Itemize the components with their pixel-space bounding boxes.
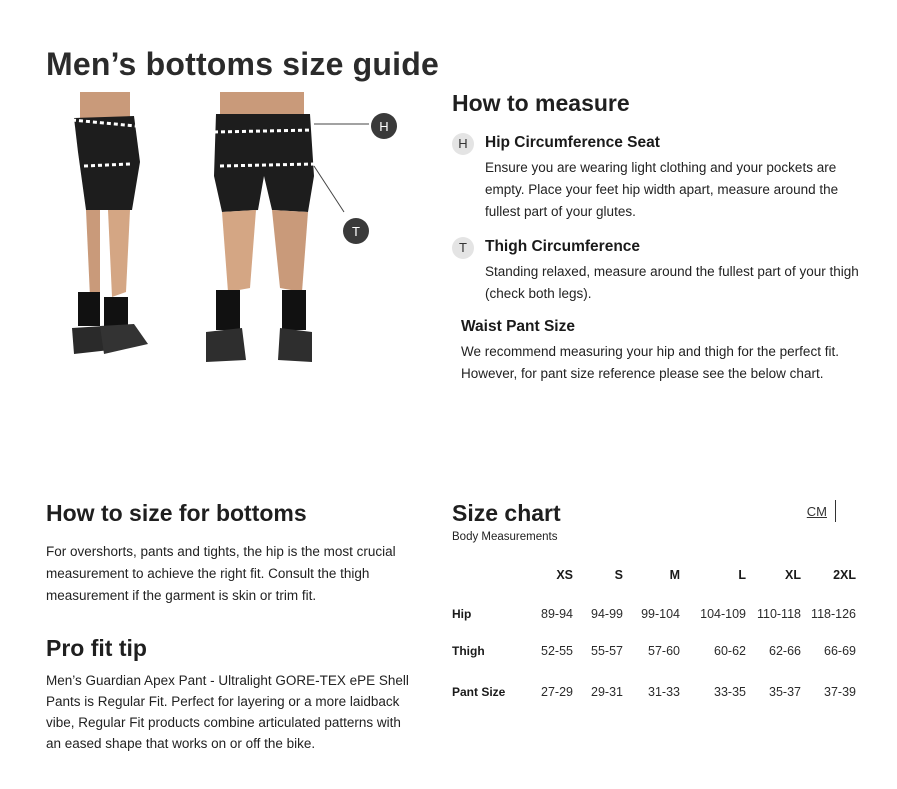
size-col-xl: XL <box>785 568 801 582</box>
row-label-hip: Hip <box>452 607 472 621</box>
side-view-model <box>72 92 148 354</box>
table-cell: 29-31 <box>591 685 623 699</box>
pro-fit-tip-text: Men’s Guardian Apex Pant - Ultralight GORE-TEX ePE Shell Pants is Regular Fit. Perfect for layering or a more laidback vibe, Regular Fit products combine articulated patterns with an eased shape that works on or off the bike. <box>46 673 409 751</box>
table-cell: 94-99 <box>591 607 623 621</box>
hip-marker-label: H <box>379 119 389 134</box>
size-col-xs: XS <box>556 568 573 582</box>
table-cell: 55-57 <box>591 644 623 658</box>
table-cell: 35-37 <box>769 685 801 699</box>
how-to-measure-heading: How to measure <box>452 90 630 116</box>
table-cell: 62-66 <box>769 644 801 658</box>
thigh-marker-label: T <box>352 224 360 239</box>
table-cell: 33-35 <box>714 685 746 699</box>
unit-toggle-cm[interactable]: CM <box>806 504 827 519</box>
size-chart-heading: Size chart <box>452 500 561 526</box>
waist-pant-size-text: We recommend measuring your hip and thigh for the perfect fit. However, for pant size reference please see the below chart. <box>461 344 839 381</box>
size-chart-subheading: Body Measurements <box>452 531 558 543</box>
thigh-badge: T <box>452 237 474 259</box>
waist-pant-size-title: Waist Pant Size <box>461 318 575 335</box>
how-to-measure-section <box>452 90 872 385</box>
sizing-advice-section <box>46 500 416 754</box>
table-cell: 27-29 <box>541 685 573 699</box>
table-row <box>452 658 856 699</box>
size-chart-section <box>452 500 872 699</box>
size-col-m: M <box>669 568 680 582</box>
page-title: Men’s bottoms size guide <box>46 46 439 82</box>
table-cell: 99-104 <box>641 607 680 621</box>
table-row <box>452 584 856 621</box>
row-label-pant-size: Pant Size <box>452 685 506 699</box>
table-row <box>452 621 856 658</box>
how-to-size-text: For overshorts, pants and tights, the hip is the most crucial measurement to achieve the right fit. Consult the thigh measurement if the garment is skin or trim fit. <box>46 544 396 603</box>
how-to-size-heading: How to size for bottoms <box>46 500 307 526</box>
hip-measure-item <box>452 133 872 223</box>
thigh-marker <box>343 218 369 244</box>
thigh-measure-title: Thigh Circumference <box>485 238 641 255</box>
table-cell: 57-60 <box>648 644 680 658</box>
size-table <box>452 566 856 699</box>
unit-toggle-divider <box>835 500 836 522</box>
table-cell: 66-69 <box>824 644 856 658</box>
hip-badge: H <box>452 133 474 155</box>
waist-pant-size-block <box>452 317 872 385</box>
table-cell: 37-39 <box>824 685 856 699</box>
table-cell: 60-62 <box>714 644 746 658</box>
thigh-measure-item <box>452 237 872 305</box>
hip-measure-title: Hip Circumference Seat <box>485 134 660 151</box>
table-cell: 118-126 <box>811 607 856 621</box>
size-col-s: S <box>614 568 623 582</box>
table-cell: 104-109 <box>700 607 746 621</box>
table-cell: 52-55 <box>541 644 573 658</box>
corner-cell <box>452 566 520 584</box>
table-cell: 89-94 <box>541 607 573 621</box>
size-guide-illustration <box>64 92 404 372</box>
hip-measure-text: Ensure you are wearing light clothing and your pockets are empty. Place your feet hip width apart, measure around the fullest part of your glutes. <box>485 160 839 219</box>
pro-fit-tip-heading: Pro fit tip <box>46 635 147 661</box>
hip-marker <box>371 113 397 139</box>
row-label-thigh: Thigh <box>452 644 485 658</box>
size-header-row <box>452 566 856 584</box>
model-figure-svg <box>64 92 404 372</box>
size-col-l: L <box>738 568 746 582</box>
table-cell: 110-118 <box>756 607 801 621</box>
thigh-measure-text: Standing relaxed, measure around the fullest part of your thigh (check both legs). <box>485 264 859 301</box>
size-col-2xl: 2XL <box>833 568 856 582</box>
table-cell: 31-33 <box>648 685 680 699</box>
